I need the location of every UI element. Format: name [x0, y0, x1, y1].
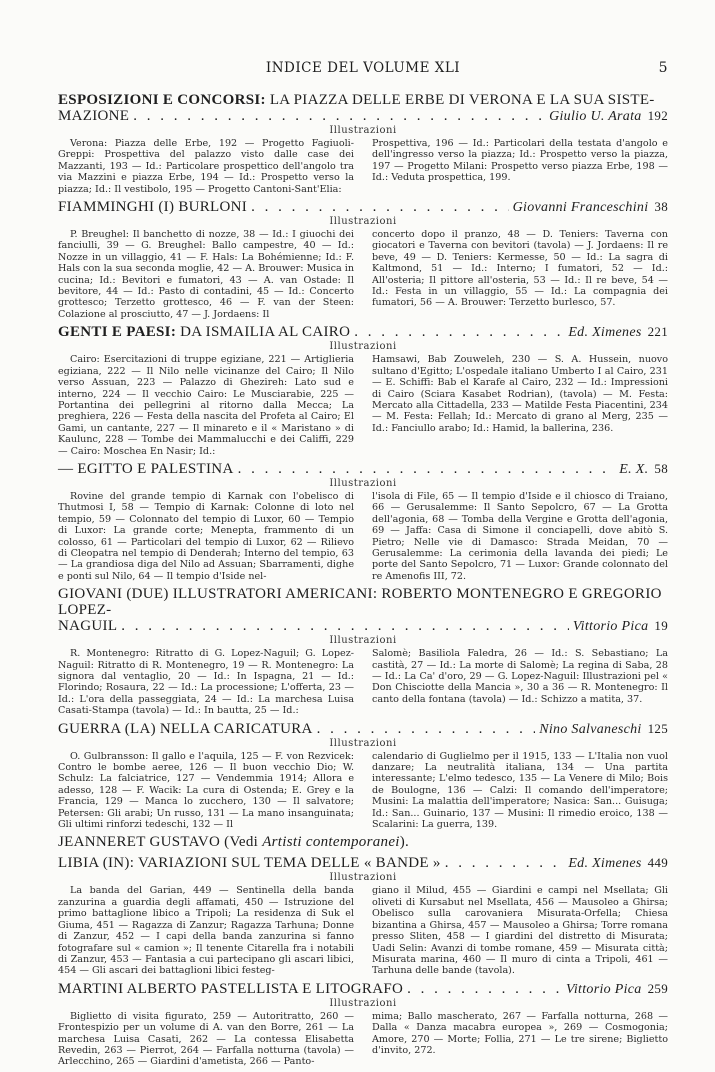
- illustrations-columns: [58, 648, 668, 716]
- dot-leader: [445, 856, 565, 871]
- index-entry: [58, 721, 668, 831]
- illustrations-columns: [58, 885, 668, 976]
- illustrations-right-column: concerto dopo il pranzo, 48 — D. Teniers: Taverna con giocatori e Taverna con bevitori (tavola) — J. Jordaens: Il re beve, 49 — D. Teniers: Kermesse, 50 — Id.: La sagra di Kaltmond, 51 — Id.: Interno; I fumatori, 52 — Id.: All'osteria; Il pittore all'osteria, 53 — Id.: Il re beve, 54 — Id.: Festa in un villaggio, 55 — Id.: La compagnia dei fumatori, 56 — A. Brouwer: Terzetto burlesco, 57.: [372, 229, 668, 309]
- entry-title-continuation: MAZIONE: [58, 108, 130, 124]
- cross-reference-entry: [58, 834, 668, 851]
- illustrations-columns: [58, 1011, 668, 1068]
- entry-author: Vittorio Pica: [572, 619, 649, 635]
- entry-page: 192: [647, 108, 668, 123]
- illustrations-left-column: O. Gulbransson: Il gallo e l'aquila, 125 — F. von Rezvicek: Contro le bombe aeree, 126 — Il buon vecchio Dio; W. Schulz: La falciatrice, 127 — Vendemmia 1914; Allora e adesso, 128 — F. Wacik: La cura di Ostenda; E. Grey e la Francia, 129 — Manca lo zucchero, 130 — Il salvatore; Petersen: Gli arabi; Un russo, 131 — La mano insanguinata; Gli ultimi rinforzi tedeschi, 132 — Il: [58, 750, 354, 831]
- entry-author: Vittorio Pica: [566, 981, 642, 997]
- entry-page: 125: [647, 720, 668, 736]
- illustrations-label: Illustrazioni: [329, 872, 397, 884]
- entry-author: Ed. Ximenes: [568, 325, 642, 341]
- dot-leader: [238, 462, 616, 477]
- illustrations-columns: [58, 751, 668, 831]
- illustrations-left-column: La banda del Garian, 449 — Sentinella della banda zanzurina a guardia degli affamati, 450 — Istruzione del primo battaglione libico a Tripoli; La residenza di Suk el Giuma, 451 — Ragazza di Zanzur; Ragazza Tarhuna; Donne di Zanzur, 452 — I capi della banda zanzurina si fanno fotografare sul « camion »; Il tenente Citarella fra i notabili di Zanzur, 453 — Fantasia a cui partecipano gli ascari libici, 454 — Gli ascari dei battaglioni libici festeg-: [58, 885, 354, 977]
- index-entry: [58, 92, 668, 195]
- entry-section-label: GENTI E PAESI:: [58, 324, 177, 341]
- index-entry: [58, 855, 668, 976]
- entry-author: Nino Salvaneschi: [539, 721, 642, 737]
- cross-reference-title: JEANNERET GUSTAVO (Vedi: [58, 834, 263, 851]
- dot-leader: [133, 109, 545, 124]
- entry-page: 19: [654, 618, 668, 634]
- illustrations-label: Illustrazioni: [329, 341, 397, 353]
- entry-title-line: [58, 855, 668, 871]
- entry-title: GUERRA (LA) NELLA CARICATURA: [58, 720, 313, 737]
- entry-page: 449: [647, 855, 668, 871]
- entry-title: GIOVANI (DUE) ILLUSTRATORI AMERICANI: ROBERTO MONTENEGRO E GREGORIO LOPEZ-: [58, 586, 662, 619]
- entry-title: DA ISMAILIA AL CAIRO: [176, 324, 351, 341]
- index-entry: [58, 324, 668, 457]
- illustrations-right-column: l'isola di File, 65 — Il tempio d'Iside e il chiosco di Traiano, 66 — Gerusalemme: Il Santo Sepolcro, 67 — La Grotta dell'agonia, 68 — Tomba della Vergine e Grotta dell'agonia, 69 — Jaffa: Casa di Simone il conciapelli, dove abitò S. Pietro; Nelle vie di Damasco: Strada Meidan, 70 — Gerusalemme: La cerimonia della lavanda dei piedi; Le porte del Santo Sepolcro, 71 — Luxor: Grande colonnato del re Amenofis III, 72.: [372, 490, 668, 582]
- entry-title: FIAMMINGHI (I) BURLONI: [58, 199, 248, 216]
- illustrations-left-column: R. Montenegro: Ritratto di G. Lopez-Naguil; G. Lopez-Naguil: Ritratto di R. Montenegro, 19 — R. Montenegro: La signora dal ventaglio, 20 — Id.: In Ispagna, 21 — Id.: Florindo; Rosaura, 22 — Id.: La processione; L'offerta, 23 — Id.: L'ora della passeggiata, 24 — Id.: La marchesa Luisa Casati-Stampa (tavola) — Id.: In bautta, 25 — Id.:: [58, 648, 354, 717]
- illustrations-label: Illustrazioni: [329, 125, 397, 136]
- running-head: [58, 60, 668, 76]
- dot-leader: [407, 982, 562, 997]
- index-entry: [58, 461, 668, 582]
- illustrations-left-column: Cairo: Esercitazioni di truppe egiziane, 221 — Artiglieria egiziana, 222 — Il Nilo nelle vicinanze del Cairo; Il Nilo verso Assuan, 223 — Palazzo di Ghezireh: Lato sud e interno, 224 — Il vecchio Cairo: Le Musciarabie, 225 — Portantina dei pellegrini al ritorno dalla Mecca; La preghiera, 226 — Festa della nascita del Profeta al Cairo; El Gami, un cantante, 227 — Il minareto e il « Maristano » di Kaulunc, 228 — Tombe dei Mammalucchi e dei Califfi, 229 — Cairo: Moschea En Nasir; Id.:: [58, 354, 354, 457]
- illustrations-right-column: mima; Ballo mascherato, 267 — Farfalla notturna, 268 — Dalla « Danza macabra europea », 269 — Cosmogonia; Amore, 270 — Morte; Follia, 271 — Le tre sirene; Biglietto d'invito, 272.: [372, 1010, 668, 1056]
- illustrations-label: Illustrazioni: [329, 216, 397, 228]
- entry-title: — EGITTO E PALESTINA: [58, 460, 234, 477]
- illustrations-label: Illustrazioni: [329, 635, 397, 647]
- illustrations-left-column: Rovine del grande tempio di Karnak con l'obelisco di Thutmosi I, 58 — Tempio di Karnak: Colonne di loto nel tempio, 59 — Colonnato del tempio di Luxor, 60 — Tempio di Luxor: La grande corte; Menepta, frammento di un colosso, 61 — Particolari del tempio di Luxor, 62 — Rilievo di Cleopatra nel tempio di Denderah; Interno del tempio, 63 — La grandiosa diga del Nilo ad Assuan; Sbarramenti, dighe e ponti sul Nilo, 64 — Il tempio d'Iside nel-: [58, 490, 354, 582]
- cross-reference-end: ).: [399, 834, 410, 851]
- dot-leader: [121, 619, 569, 634]
- illustrations-right-column: Prospettiva, 196 — Id.: Particolari della testata d'angolo e dell'ingresso verso la piazza; Id.: Prospetto verso la piazza, 197 — Progetto Milani: Prospetto verso piazza Erbe, 198 — Id.: Veduta prospettica, 199.: [372, 138, 668, 184]
- entry-page: 221: [647, 324, 668, 340]
- illustrations-columns: [58, 138, 668, 195]
- entry-title-wrap: [58, 325, 350, 340]
- entry-title-line: [58, 721, 668, 737]
- entry-title-line: [58, 324, 668, 340]
- illustrations-left-column: Biglietto di visita figurato, 259 — Autoritratto, 260 — Frontespizio per un volume di A. van den Borre, 261 — La marchesa Luisa Casati, 262 — La contessa Elisabetta Revedin, 263 — Pierrot, 264 — Farfalla notturna (tavola) — Arlecchino, 265 — Giardini d'ametista, 266 — Panto-: [58, 1010, 354, 1068]
- entry-title-line: [58, 92, 668, 108]
- illustrations-left-column: P. Breughel: Il banchetto di nozze, 38 — Id.: I giuochi dei fanciulli, 39 — G. Breughel: Ballo campestre, 40 — Id.: Nozze in un villaggio, 41 — F. Hals: La Bohémienne; Id.: F. Hals con la sua seconda moglie, 42 — A. Brouwer: Musica in cucina; Id.: Bevitori e fumatori, 43 — A. van Ostade: Il bevitore, 44 — Id.: Pasto di contadini, 45 — Id.: Concerto grottesco; Terzetto grottesco, 46 — F. van der Steen: Colazione al prosciutto, 47 — J. Jordaens: Il: [58, 229, 354, 320]
- illustrations-label: Illustrazioni: [329, 477, 397, 489]
- entry-author: E. X.: [619, 461, 649, 477]
- entry-title-line: [58, 981, 668, 997]
- dot-leader: [317, 722, 536, 737]
- entry-title-line: [58, 461, 668, 477]
- illustrations-label: Illustrazioni: [329, 737, 397, 749]
- illustrations-right-column: calendario di Guglielmo per il 1915, 133 — L'Italia non vuol danzare; La neutralità italiana, 134 — Una partita interessante; L'elmo tedesco, 135 — La Venere di Milo; Bois de Boulogne, 136 — Calzi: Il comando dell'imperatore; Musini: La malattia dell'imperatore; Nasica: San... Guisuga; Id.: San... Guinario, 137 — Musini: Il rimedio eroico, 138 — Scalarini: La guerra, 139.: [372, 750, 668, 831]
- index-entry: [58, 586, 668, 716]
- dot-leader: [354, 325, 564, 340]
- illustrations-left-column: Verona: Piazza delle Erbe, 192 — Progetto Fagiuoli-Greppi: Prospettiva del palazzo visto dalle case dei Mazzanti, 193 — Id.: Particolare prospettico dell'angolo tra via Mazzini e piazza Erbe, 194 — Id.: Prospetto verso la piazza; Id.: Il vestibolo, 195 — Progetto Cantoni-Sant'Elia:: [58, 138, 354, 195]
- index-entry: [58, 981, 668, 1068]
- running-head-title: INDICE DEL VOLUME XLI: [265, 60, 461, 76]
- entry-title-line: [58, 108, 668, 124]
- entry-page: 259: [647, 980, 668, 996]
- illustrations-columns: [58, 354, 668, 457]
- entry-author: Ed. Ximenes: [568, 856, 642, 872]
- entry-author: Giulio U. Arata: [549, 109, 642, 124]
- entry-title: MARTINI ALBERTO PASTELLISTA E LITOGRAFO: [58, 980, 404, 997]
- entry-page: 58: [654, 460, 668, 476]
- entry-title-continuation: NAGUIL: [58, 618, 118, 635]
- illustrations-columns: [58, 229, 668, 320]
- entry-author: Giovanni Franceschini: [512, 200, 649, 216]
- index-content: [58, 92, 668, 1072]
- page-number: 5: [658, 60, 668, 76]
- entry-title: LIBIA (IN): VARIAZIONI SUL TEMA DELLE « BANDE »: [58, 855, 441, 872]
- entry-page: 38: [654, 199, 668, 215]
- illustrations-label: Illustrazioni: [329, 997, 397, 1009]
- dot-leader: [251, 200, 509, 215]
- illustrations-right-column: Hamsawi, Bab Zouweleh, 230 — S. A. Hussein, nuovo sultano d'Egitto; L'ospedale italiano Umberto I al Cairo, 231 — E. Schiffi: Bab el Karafe al Cairo, 232 — Id.: Impressioni di Cairo (Sciara Kasabet Rodrian), (tavola) — M. Festa: Mercato alla Cittadella, 233 — Matilde Festa Piacentini, 234 — M. Festa: Fellah; Id.: Mercato di grano al Merg, 235 — Id.: Fanciullo arabo; Id.: Hamid, la ballerina, 236.: [372, 354, 668, 434]
- illustrations-right-column: giano il Milud, 455 — Giardini e campi nel Msellata; Gli oliveti di Kursabut nel Msellata, 456 — Mausoleo a Ghirsa; Obelisco sulla carovaniera Misurata-Orfella; Chiesa bizantina a Ghirsa, 457 — Mausoleo a Ghirsa; Torre romana presso Sliten, 458 — I giardini del distretto di Misurata; Uadi Selin: Avanzi di tombe romane, 459 — Misurata città; Misurata marina, 460 — Il muro di cinta a Tripoli, 461 — Tarhuna delle bande (tavola).: [372, 885, 668, 977]
- index-entry: [58, 199, 668, 320]
- entry-title: LA PIAZZA DELLE ERBE DI VERONA E LA SUA SISTE-: [265, 92, 655, 108]
- entry-title-line: [58, 199, 668, 215]
- entry-section-label: ESPOSIZIONI E CONCORSI:: [58, 92, 266, 108]
- illustrations-right-column: Salomè; Basiliola Faledra, 26 — Id.: S. Sebastiano; La castità, 27 — Id.: La morte di Salomè; La regina di Saba, 28 — Id.: La Ca' d'oro, 29 — G. Lopez-Naguil: Illustrazioni pel « Don Chisciotte della Mancia », 30 a 36 — R. Montenegro: Il canto della fontana (tavola) — Id.: Schizzo a matita, 37.: [372, 648, 668, 705]
- illustrations-columns: [58, 491, 668, 582]
- cross-reference-target: Artisti contemporanei: [262, 834, 400, 851]
- entry-title-line: [58, 618, 668, 634]
